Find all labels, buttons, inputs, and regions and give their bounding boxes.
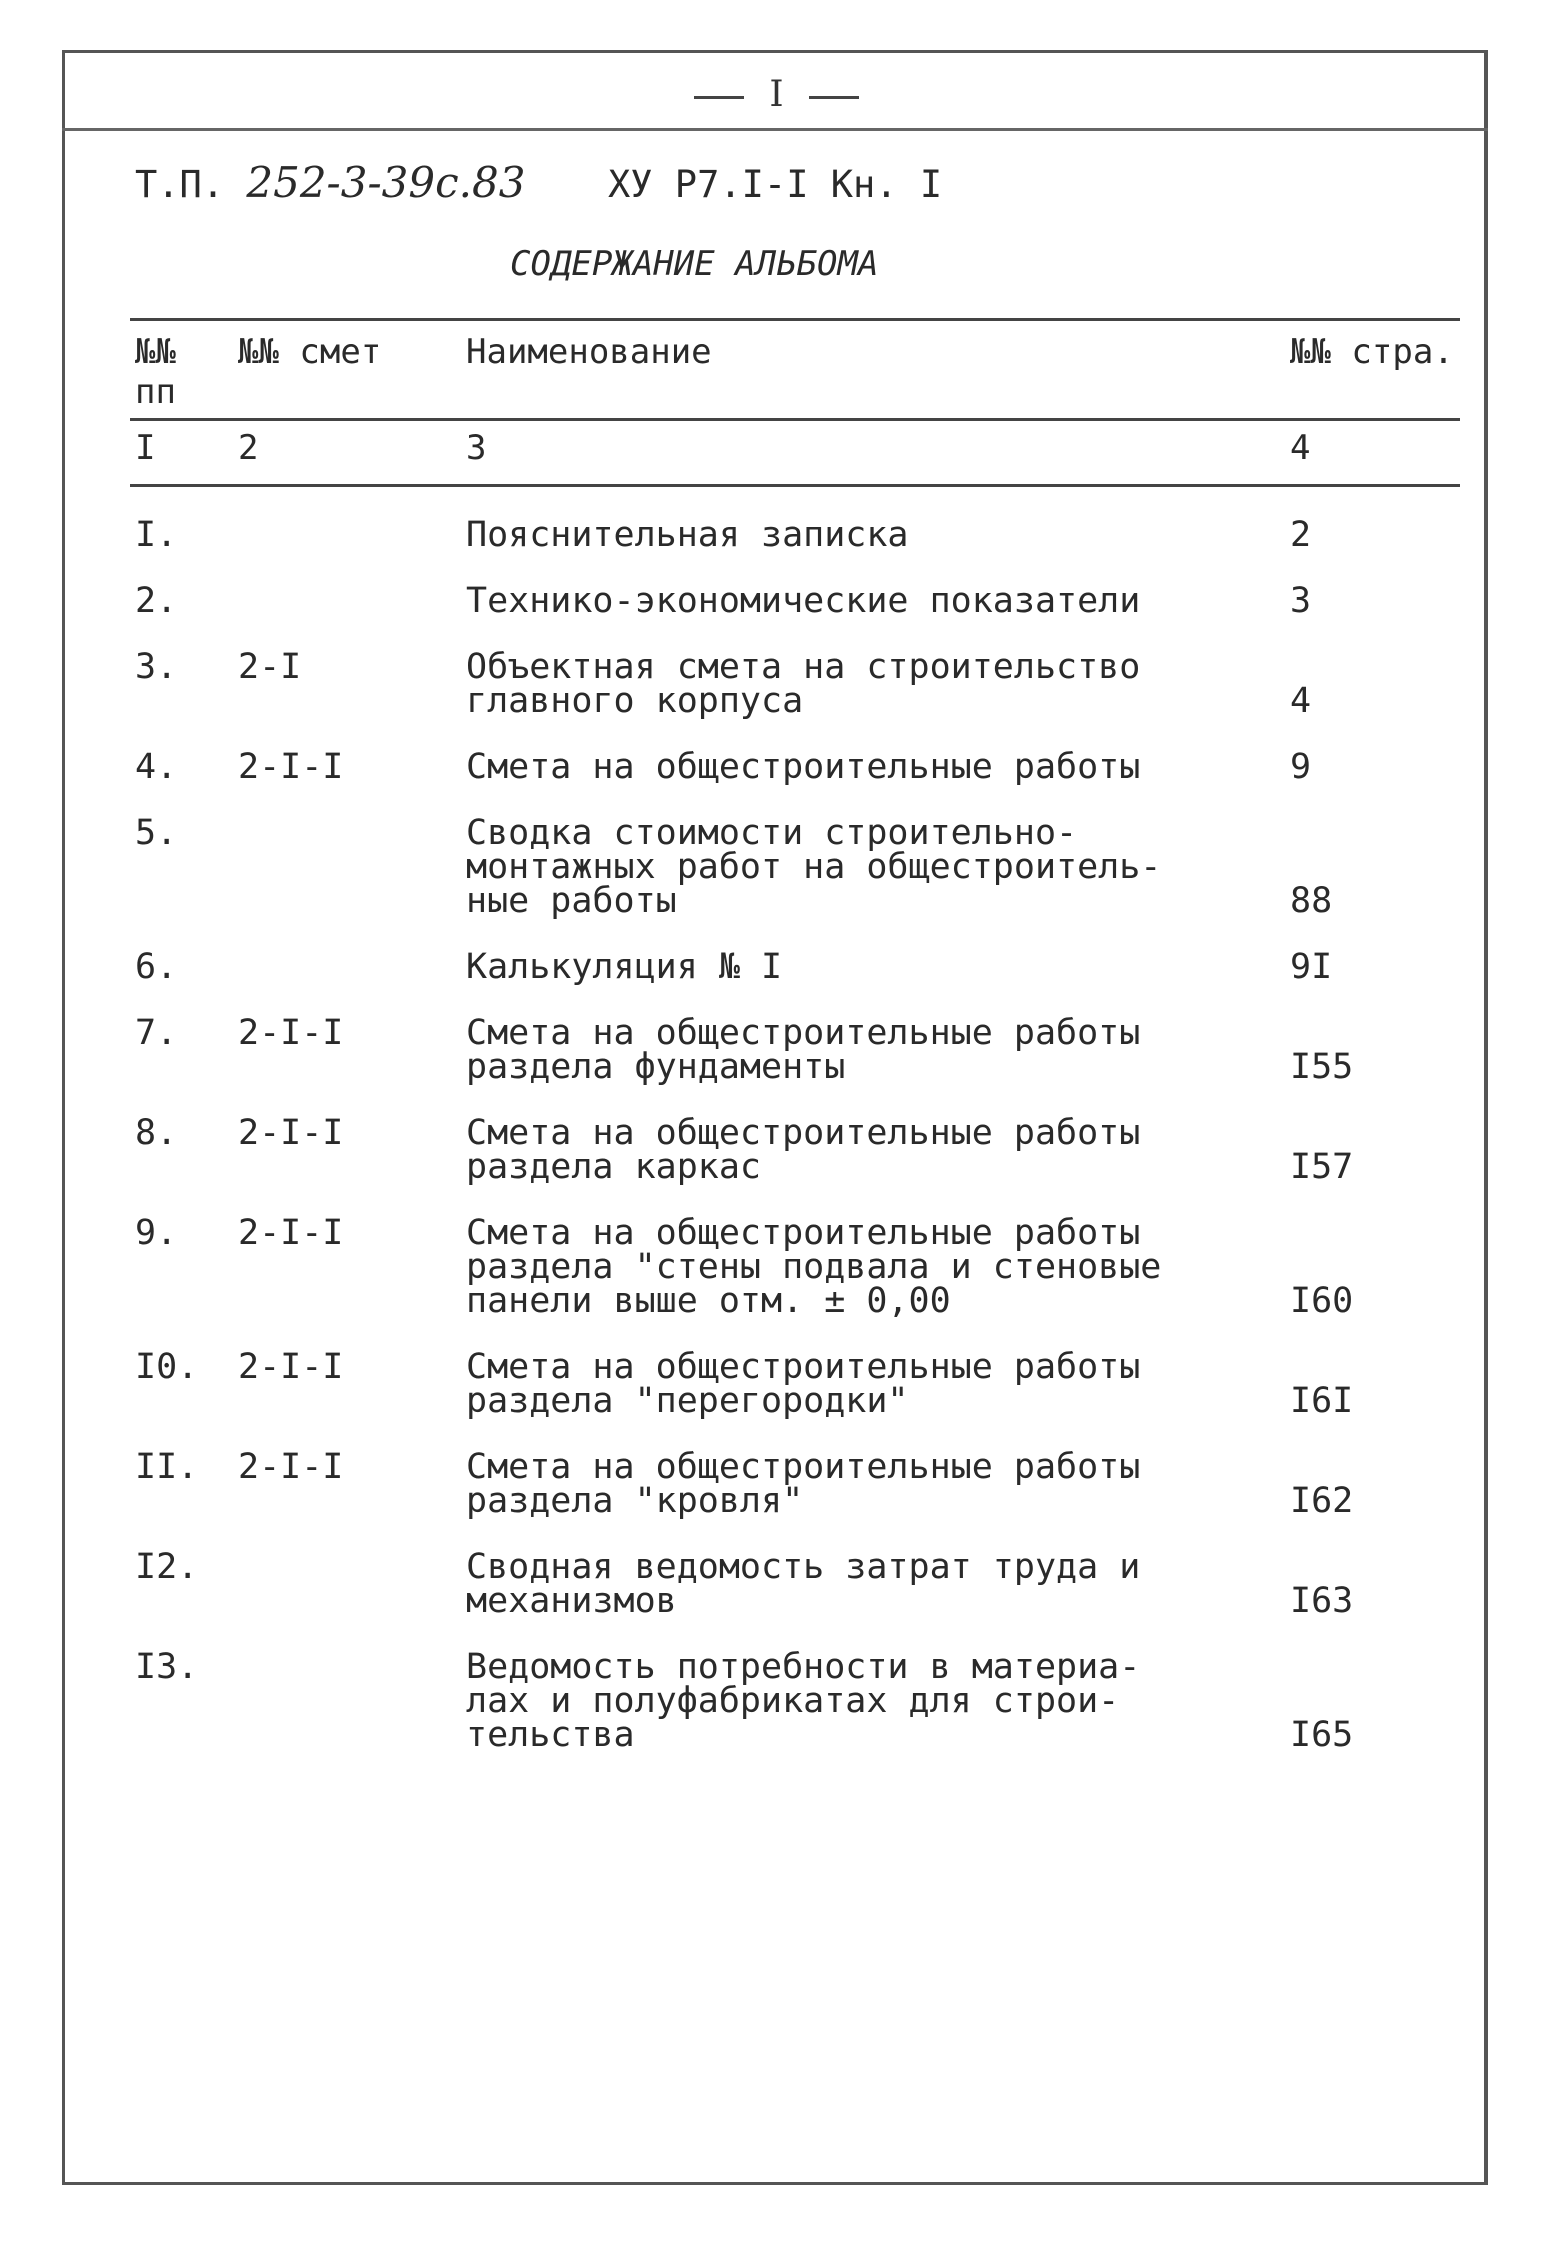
header-rule	[130, 418, 1460, 421]
row-page-number: I60	[1290, 1281, 1354, 1321]
row-number: I0.	[135, 1347, 199, 1387]
row-name-line: монтажных работ на общестроитель-	[466, 847, 1162, 887]
row-estimate-number: 2-I-I	[238, 1113, 344, 1153]
row-page-number: I65	[1290, 1715, 1354, 1755]
frame-top-rule	[62, 128, 1488, 131]
row-name-line: Сводная ведомость затрат труда и	[466, 1547, 1141, 1587]
row-number: 2.	[135, 581, 178, 621]
row-name-line: панели выше отм. ± 0,00	[466, 1281, 951, 1321]
row-name-line: Смета на общестроительные работы	[466, 1347, 1141, 1387]
page-number-value: I	[769, 74, 784, 115]
row-page-number: 9	[1290, 747, 1312, 787]
row-name	[466, 1013, 1141, 1087]
row-name-line: Смета на общестроительные работы	[466, 1013, 1141, 1053]
row-page-number: 2	[1290, 515, 1312, 555]
row-name	[466, 515, 909, 555]
row-page-number: I63	[1290, 1581, 1354, 1621]
header-num-line1: №№	[135, 332, 176, 372]
row-name	[466, 813, 1162, 921]
header-num-line2: пп	[135, 372, 176, 412]
row-name-line: Смета на общестроительные работы	[466, 1113, 1141, 1153]
row-number: 3.	[135, 647, 178, 687]
row-name	[466, 1447, 1141, 1521]
row-page-number: 88	[1290, 881, 1333, 921]
row-number: 5.	[135, 813, 178, 853]
row-name-line: раздела каркас	[466, 1147, 762, 1187]
row-name-line: раздела "стены подвала и стеновые	[466, 1247, 1162, 1287]
row-estimate-number: 2-I-I	[238, 1347, 344, 1387]
row-page-number: 4	[1290, 681, 1312, 721]
row-name	[466, 1547, 1141, 1621]
row-estimate-number: 2-I-I	[238, 1013, 344, 1053]
document-code	[135, 158, 942, 207]
row-name	[466, 1113, 1141, 1187]
album-title: СОДЕРЖАНИЕ АЛЬБОМА	[510, 244, 879, 284]
row-name	[466, 1213, 1162, 1321]
column-number-4: 4	[1290, 428, 1311, 468]
dash-decoration	[809, 96, 859, 99]
row-page-number: 3	[1290, 581, 1312, 621]
row-page-number: I6I	[1290, 1381, 1354, 1421]
row-name-line: раздела фундаменты	[466, 1047, 846, 1087]
row-page-number: I55	[1290, 1047, 1354, 1087]
row-name	[466, 1647, 1141, 1755]
row-number: 6.	[135, 947, 178, 987]
row-name-line: ные работы	[466, 881, 677, 921]
row-number: I2.	[135, 1547, 199, 1587]
dash-decoration	[694, 96, 744, 99]
row-estimate-number: 2-I-I	[238, 747, 344, 787]
row-name-line: тельства	[466, 1715, 635, 1755]
row-name-line: Пояснительная записка	[466, 515, 909, 555]
row-name-line: Сводка стоимости строительно-	[466, 813, 1078, 853]
row-number: I3.	[135, 1647, 199, 1687]
row-page-number: I57	[1290, 1147, 1354, 1187]
row-number: 9.	[135, 1213, 178, 1253]
row-number: I.	[135, 515, 178, 555]
row-name-line: главного корпуса	[466, 681, 804, 721]
row-name	[466, 947, 783, 987]
row-name-line: Смета на общестроительные работы	[466, 747, 1141, 787]
row-name-line: Объектная смета на строительство	[466, 647, 1141, 687]
handwritten-project-code: 252-3-39с.83	[246, 158, 526, 207]
row-page-number: 9I	[1290, 947, 1333, 987]
row-number: 8.	[135, 1113, 178, 1153]
doc-prefix: Т.П.	[135, 163, 225, 206]
row-name-line: Ведомость потребности в материа-	[466, 1647, 1141, 1687]
header-num	[135, 332, 176, 412]
column-number-3: 3	[466, 428, 487, 468]
row-name-line: раздела "перегородки"	[466, 1381, 909, 1421]
row-name	[466, 1347, 1141, 1421]
column-numbers-rule	[130, 484, 1460, 487]
row-name	[466, 747, 1141, 787]
row-estimate-number: 2-I-I	[238, 1213, 344, 1253]
row-name	[466, 647, 1141, 721]
row-estimate-number: 2-I-I	[238, 1447, 344, 1487]
header-page: №№ стра.	[1290, 332, 1454, 372]
page-number	[0, 74, 1553, 115]
row-number: 4.	[135, 747, 178, 787]
table-top-rule	[130, 318, 1460, 321]
column-number-1: I	[135, 428, 156, 468]
row-page-number: I62	[1290, 1481, 1354, 1521]
row-name-line: Смета на общестроительные работы	[466, 1447, 1141, 1487]
row-number: II.	[135, 1447, 199, 1487]
row-name-line: лах и полуфабрикатах для строи-	[466, 1681, 1120, 1721]
row-name-line: Калькуляция № I	[466, 947, 783, 987]
row-name-line: Технико-экономические показатели	[466, 581, 1141, 621]
column-number-2: 2	[238, 428, 259, 468]
row-name	[466, 581, 1141, 621]
row-name-line: механизмов	[466, 1581, 677, 1621]
row-name-line: Смета на общестроительные работы	[466, 1213, 1141, 1253]
row-name-line: раздела "кровля"	[466, 1481, 804, 1521]
row-number: 7.	[135, 1013, 178, 1053]
row-estimate-number: 2-I	[238, 647, 302, 687]
header-estimate: №№ смет	[238, 332, 382, 372]
doc-designation: ХУ Р7.I-I Кн. I	[607, 163, 943, 206]
header-name: Наименование	[466, 332, 712, 372]
